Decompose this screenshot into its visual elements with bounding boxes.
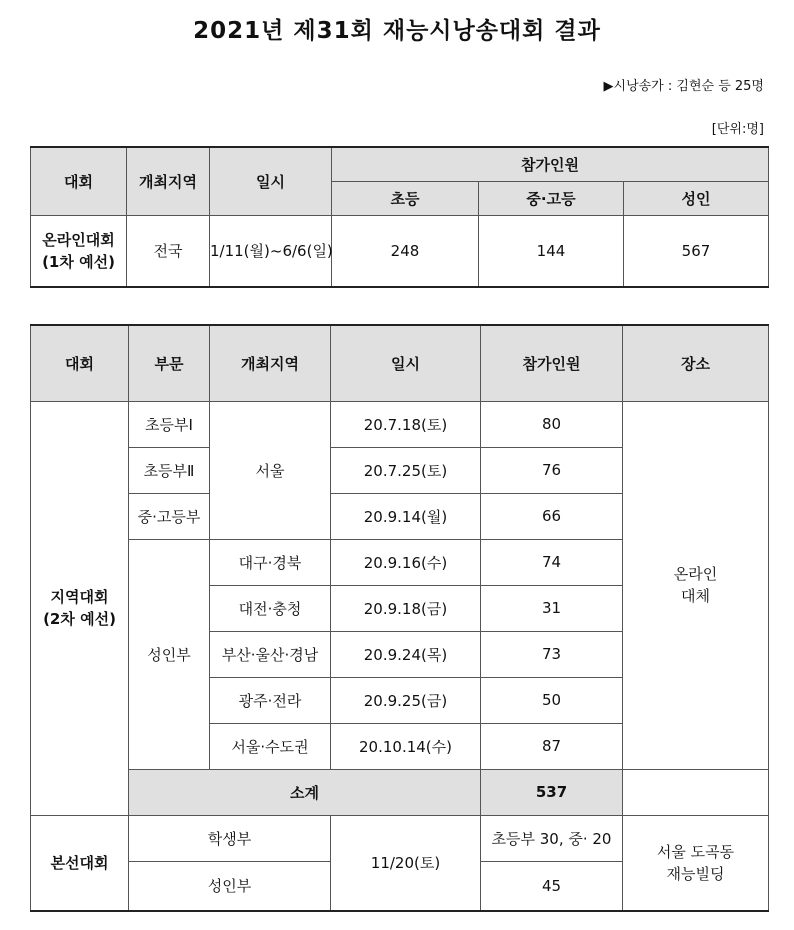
- final-student-count: 초등부 30, 중· 20: [481, 815, 623, 861]
- final-adult-division: 성인부: [129, 861, 331, 911]
- date-cell: 20.9.25(금): [331, 677, 481, 723]
- regional-venue: [623, 401, 769, 769]
- count-cell: 50: [481, 677, 623, 723]
- page-title: 2021년 제31회 재능시낭송대회 결과: [193, 18, 601, 44]
- date-cell: 20.7.25(토): [331, 447, 481, 493]
- header2-division: 부문: [129, 325, 210, 401]
- date-cell: 20.9.24(목): [331, 631, 481, 677]
- subtotal-venue-empty: [623, 769, 769, 815]
- header-region: 개최지역: [127, 147, 210, 215]
- final-venue-line2: 재능빌딩: [666, 864, 725, 883]
- division-cell: 초등부Ⅰ: [129, 401, 210, 447]
- date-cell: 20.9.14(월): [331, 493, 481, 539]
- header2-contest: 대회: [31, 325, 129, 401]
- regional-venue-line2: 대체: [681, 587, 710, 605]
- header2-date: 일시: [331, 325, 481, 401]
- regional-contest-name: [31, 401, 129, 815]
- count-cell: 74: [481, 539, 623, 585]
- header2-region: 개최지역: [210, 325, 331, 401]
- date-cell: 20.7.18(토): [331, 401, 481, 447]
- regional-final-table: [30, 324, 769, 912]
- header-middle-high: 중·고등: [479, 181, 624, 215]
- regional-contest-line2: (2차 예선): [43, 610, 116, 628]
- count-cell: 80: [481, 401, 623, 447]
- subtotal-label: 소계: [129, 769, 481, 815]
- header-participants: 참가인원: [332, 147, 769, 181]
- final-venue: [623, 815, 769, 911]
- adult-division: 성인부: [129, 539, 210, 769]
- subtotal-value: 537: [481, 769, 623, 815]
- table-row: [31, 815, 769, 861]
- date-cell: 20.9.18(금): [331, 585, 481, 631]
- final-student-division: 학생부: [129, 815, 331, 861]
- header2-participants: 참가인원: [481, 325, 623, 401]
- header-elementary: 초등: [332, 181, 479, 215]
- count-cell: 31: [481, 585, 623, 631]
- online-contest-name: [31, 215, 127, 287]
- final-adult-count: 45: [481, 861, 623, 911]
- online-elementary-count: 248: [332, 215, 479, 287]
- header-date: 일시: [210, 147, 332, 215]
- online-region: 전국: [127, 215, 210, 287]
- region-cell: 광주·전라: [210, 677, 331, 723]
- unit-label: [단위:명]: [711, 122, 764, 137]
- regional-contest-line1: 지역대회: [50, 588, 109, 606]
- count-cell: 87: [481, 723, 623, 769]
- reciter-note: ▶시낭송가 : 김현순 등 25명: [603, 79, 764, 94]
- region-cell: 대구·경북: [210, 539, 331, 585]
- region-cell: 부산·울산·경남: [210, 631, 331, 677]
- count-cell: 73: [481, 631, 623, 677]
- region-cell: 대전·충청: [210, 585, 331, 631]
- header-contest: 대회: [31, 147, 127, 215]
- division-cell: 중·고등부: [129, 493, 210, 539]
- count-cell: 66: [481, 493, 623, 539]
- date-cell: 20.9.16(수): [331, 539, 481, 585]
- final-contest-name: 본선대회: [31, 815, 129, 911]
- online-contest-line1: 온라인대회: [42, 230, 115, 249]
- division-cell: 초등부Ⅱ: [129, 447, 210, 493]
- student-region: 서울: [210, 401, 331, 539]
- online-adult-count: 567: [624, 215, 769, 287]
- header2-venue: 장소: [623, 325, 769, 401]
- regional-venue-line1: 온라인: [673, 565, 718, 583]
- online-contest-line2: (1차 예선): [42, 252, 115, 271]
- date-cell: 20.10.14(수): [331, 723, 481, 769]
- table-row: [31, 401, 769, 447]
- subtotal-row: [31, 769, 769, 815]
- online-date: 1/11(월)~6/6(일): [210, 215, 332, 287]
- header-adult: 성인: [624, 181, 769, 215]
- online-contest-table: [30, 146, 769, 288]
- count-cell: 76: [481, 447, 623, 493]
- region-cell: 서울·수도권: [210, 723, 331, 769]
- final-venue-line1: 서울 도곡동: [656, 842, 735, 861]
- online-middle-high-count: 144: [479, 215, 624, 287]
- final-date: 11/20(토): [331, 815, 481, 911]
